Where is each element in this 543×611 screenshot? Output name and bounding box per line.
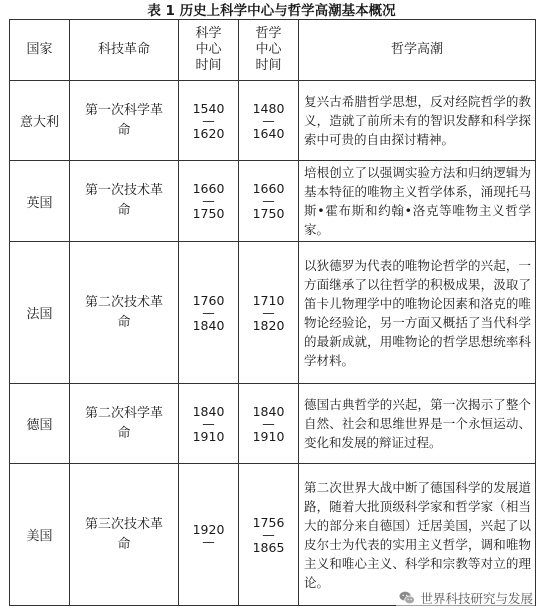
philosophy-end-year: 1865	[252, 539, 285, 555]
header-revolution: 科技革命	[70, 20, 179, 81]
header-philosophy-line-3: 时间	[255, 58, 282, 73]
table-caption: 表 1 历史上科学中心与哲学高潮基本概况	[147, 3, 396, 19]
header-science-center-period	[179, 20, 239, 81]
header-country: 国家	[10, 20, 70, 81]
science-start-year: 1540	[192, 100, 225, 116]
cell-philosophy-tide: 培根创立了以强调实验方法和归纳逻辑为基本特征的唯物主义哲学体系，涌现托马斯•霍布斯和约翰•洛克等唯物主义哲学家。	[299, 161, 536, 242]
period-dash: —	[202, 534, 215, 549]
cell-philosophy-tide: 复兴古希腊哲学思想，反对经院哲学的教义，造就了前所未有的智识发酵和科学探索中可贵的自由探讨精神。	[299, 81, 536, 161]
cell-philosophy-period	[239, 81, 299, 161]
period-dash: —	[262, 112, 275, 128]
header-philosophy-tide: 哲学高潮	[299, 20, 536, 81]
cell-philosophy-period	[239, 384, 299, 464]
cell-country: 英国	[10, 161, 70, 242]
science-end-year: 1840	[192, 317, 225, 333]
period-dash: —	[262, 304, 275, 320]
header-science-line-2: 中心	[195, 42, 222, 57]
philosophy-start-year: 1756	[252, 514, 285, 530]
science-start-year: 1920	[192, 522, 225, 537]
cell-science-period	[179, 161, 239, 242]
cell-country: 意大利	[10, 81, 70, 161]
philosophy-end-year: 1640	[252, 125, 285, 141]
science-start-year: 1660	[192, 181, 225, 196]
table-row	[10, 464, 536, 606]
period-dash: —	[202, 304, 215, 320]
cell-revolution: 第二次科学革命	[70, 384, 179, 464]
cell-philosophy-tide: 德国古典哲学的兴起，第一次揭示了整个自然、社会和思维世界是一个永恒运动、变化和发展的辩证过程。	[299, 384, 536, 464]
period-dash: —	[262, 526, 275, 542]
philosophy-start-year: 1710	[252, 292, 285, 308]
philosophy-start-year: 1660	[252, 181, 285, 196]
header-science-line-1: 科学	[195, 26, 222, 41]
table-header-row	[10, 20, 536, 81]
philosophy-end-year: 1820	[252, 317, 285, 333]
period-dash: —	[202, 112, 215, 128]
cell-revolution: 第一次技术革命	[70, 161, 179, 242]
cell-country: 德国	[10, 384, 70, 464]
header-philosophy-line-2: 中心	[255, 42, 282, 57]
cell-science-period	[179, 464, 239, 606]
table-row	[10, 242, 536, 384]
science-end-year: 1750	[192, 206, 225, 221]
cell-philosophy-period	[239, 464, 299, 606]
watermark	[396, 589, 535, 607]
cell-country: 美国	[10, 464, 70, 606]
cell-philosophy-tide: 以狄德罗为代表的唯物论哲学的兴起，一方面继承了以往哲学的积极成果，汲取了笛卡儿物理学中的唯物论因素和洛克的唯物论经验论，另一方面又概括了当代科学的最新成就，用唯物论的哲学思想统率科学材料。	[299, 242, 536, 384]
header-philosophy-center-period	[239, 20, 299, 81]
science-start-year: 1760	[192, 292, 225, 308]
period-dash: —	[202, 415, 215, 431]
cell-philosophy-period	[239, 161, 299, 242]
table-row	[10, 81, 536, 161]
science-end-year: 1620	[192, 125, 225, 141]
philosophy-start-year: 1480	[252, 100, 285, 116]
cell-science-period	[179, 384, 239, 464]
watermark-text: 世界科技研究与发展	[420, 591, 533, 606]
philosophy-start-year: 1840	[252, 403, 285, 419]
science-end-year: 1910	[192, 428, 225, 444]
philosophy-end-year: 1910	[252, 428, 285, 444]
cell-country: 法国	[10, 242, 70, 384]
table-row	[10, 384, 536, 464]
cell-science-period	[179, 242, 239, 384]
science-start-year: 1840	[192, 403, 225, 419]
cell-philosophy-period	[239, 242, 299, 384]
cell-science-period	[179, 81, 239, 161]
cell-revolution: 第一次科学革命	[70, 81, 179, 161]
period-dash: —	[262, 193, 275, 208]
cell-revolution: 第三次技术革命	[70, 464, 179, 606]
summary-table	[9, 19, 536, 606]
wechat-icon	[398, 589, 416, 607]
header-philosophy-line-1: 哲学	[255, 26, 282, 41]
table-row	[10, 161, 536, 242]
period-dash: —	[262, 415, 275, 431]
header-science-line-3: 时间	[195, 58, 222, 73]
cell-revolution: 第二次技术革命	[70, 242, 179, 384]
philosophy-end-year: 1750	[252, 206, 285, 221]
period-dash: —	[202, 193, 215, 208]
cell-philosophy-tide: 第二次世界大战中断了德国科学的发展道路，随着大批顶级科学家和哲学家（相当大的部分来自德国）迁居美国，兴起了以皮尔士为代表的实用主义哲学，调和唯物主义和唯心主义、科学和宗教等对立的理论。	[299, 464, 536, 606]
